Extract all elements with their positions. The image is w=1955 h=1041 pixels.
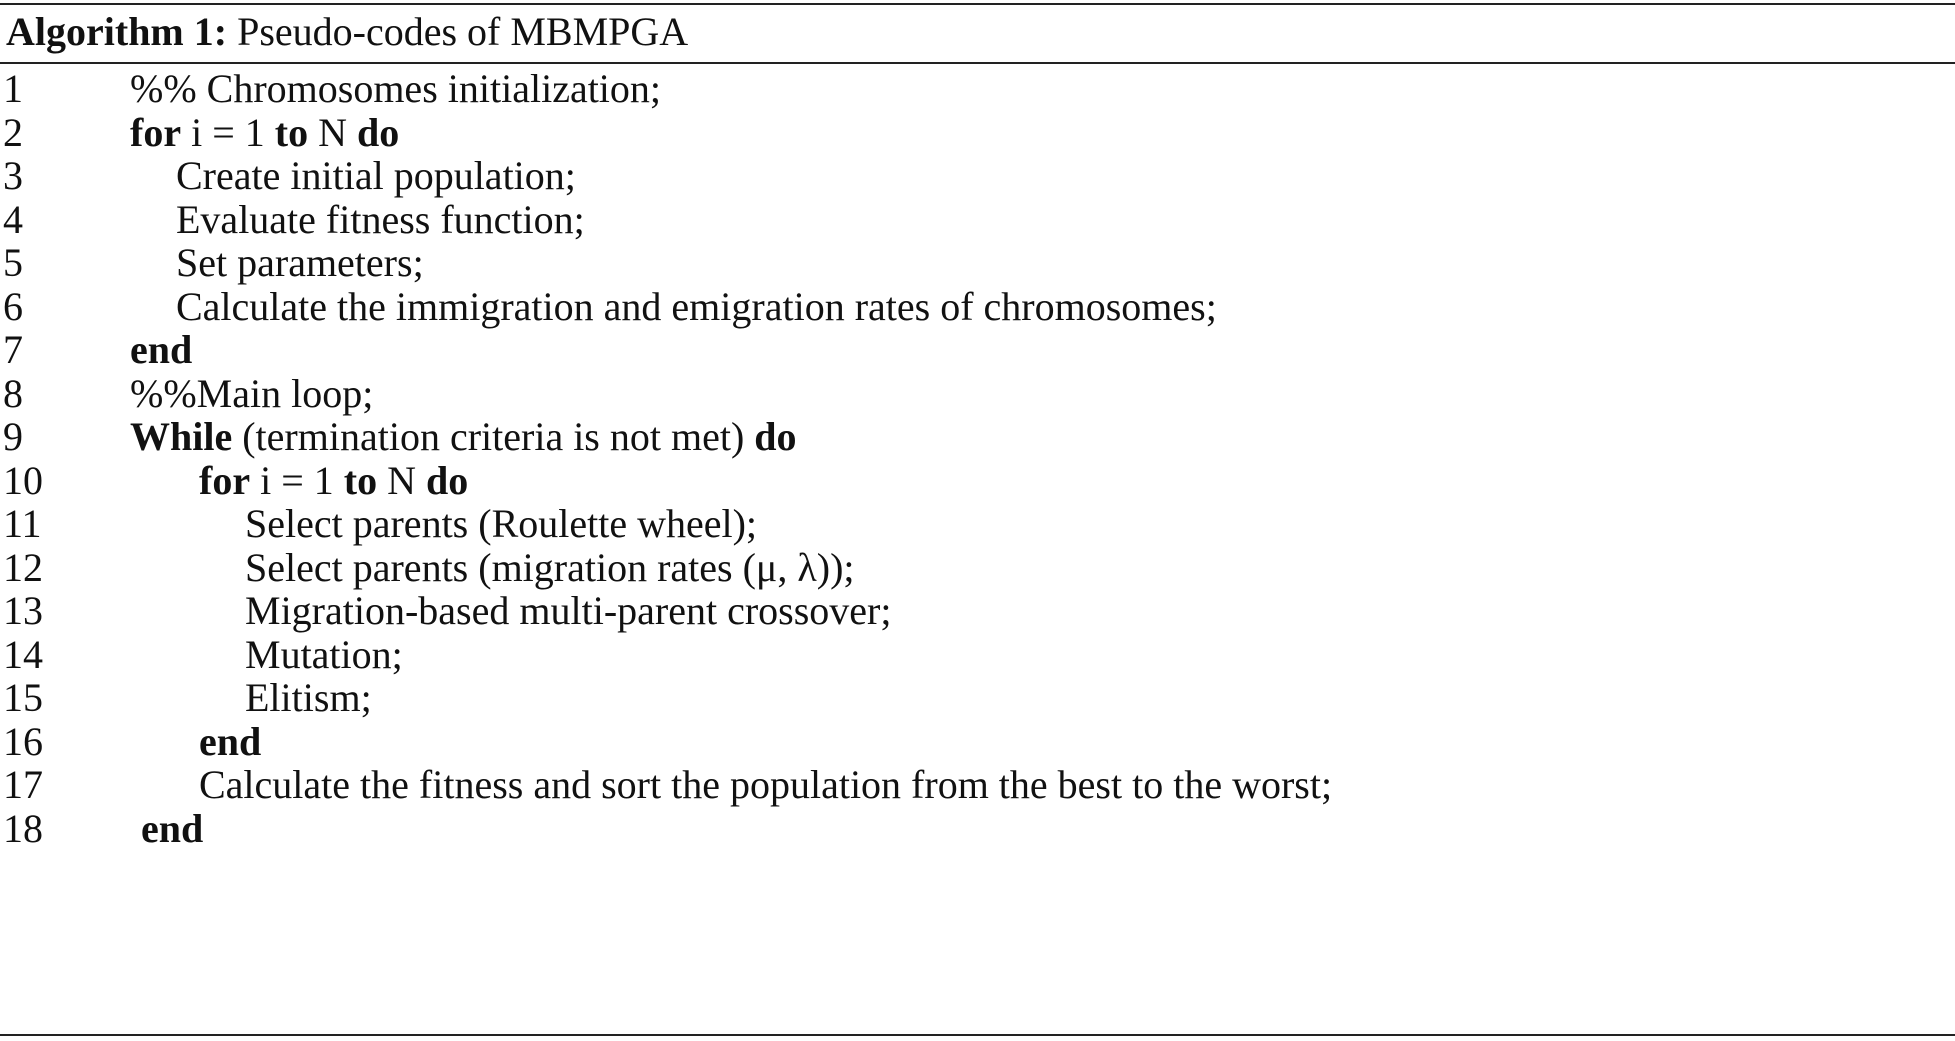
line-code [199, 758, 1332, 812]
code-text: %%Main loop; [130, 370, 374, 416]
line-code [176, 280, 1217, 334]
line-number: 15 [3, 675, 43, 720]
line-number: 5 [3, 240, 23, 285]
caption-label: Algorithm 1: [6, 9, 228, 54]
code-text: Mutation; [245, 631, 403, 677]
line-number: 8 [3, 370, 23, 416]
keyword: While [130, 414, 233, 459]
line-number: 4 [3, 196, 23, 242]
code-text: Select parents (migration rates (μ, λ)); [245, 544, 855, 590]
line-number: 18 [3, 805, 43, 851]
line-code [245, 671, 372, 725]
line-number: 9 [3, 414, 23, 459]
keyword: do [425, 457, 469, 503]
code-text: (termination criteria is not met) [232, 414, 755, 459]
code-text: Evaluate fitness function; [176, 196, 585, 242]
keyword: end [130, 327, 193, 372]
code-text: Set parameters; [176, 240, 424, 285]
line-number: 13 [3, 588, 43, 633]
line-number: 1 [3, 66, 23, 111]
code-text: %% Chromosomes initialization; [130, 66, 662, 111]
code-text: Calculate the fitness and sort the population from the best to the worst; [199, 762, 1333, 807]
caption-title: Pseudo-codes of MBMPGA [237, 9, 689, 54]
keyword: end [199, 718, 262, 764]
keyword: for [130, 109, 182, 155]
bottom-rule [0, 1034, 1955, 1036]
line-number: 17 [3, 762, 43, 807]
keyword: for [199, 457, 251, 503]
algorithm-caption [6, 6, 688, 58]
line-code [141, 802, 203, 856]
keyword: do [754, 414, 797, 459]
code-text: Calculate the immigration and emigration rates of chromosomes; [176, 283, 1217, 329]
line-number: 2 [3, 109, 23, 155]
keyword: end [141, 805, 204, 851]
code-text: i = 1 [250, 457, 344, 503]
keyword: do [356, 109, 400, 155]
line-number: 14 [3, 631, 43, 677]
keyword: to [343, 457, 378, 503]
code-text: N [308, 109, 357, 155]
line-number: 6 [3, 283, 23, 329]
line-number: 11 [3, 501, 42, 546]
line-number: 12 [3, 544, 43, 590]
code-text: Select parents (Roulette wheel); [245, 501, 758, 546]
line-number: 10 [3, 457, 43, 503]
line-number: 7 [3, 327, 23, 372]
code-text: Migration-based multi-parent crossover; [245, 588, 892, 633]
keyword: to [274, 109, 309, 155]
code-text: i = 1 [181, 109, 275, 155]
code-text: N [377, 457, 426, 503]
line-number: 3 [3, 153, 23, 198]
code-text: Create initial population; [176, 153, 576, 198]
code-text: Elitism; [245, 675, 372, 720]
top-rule [0, 3, 1955, 5]
line-number: 16 [3, 718, 43, 764]
